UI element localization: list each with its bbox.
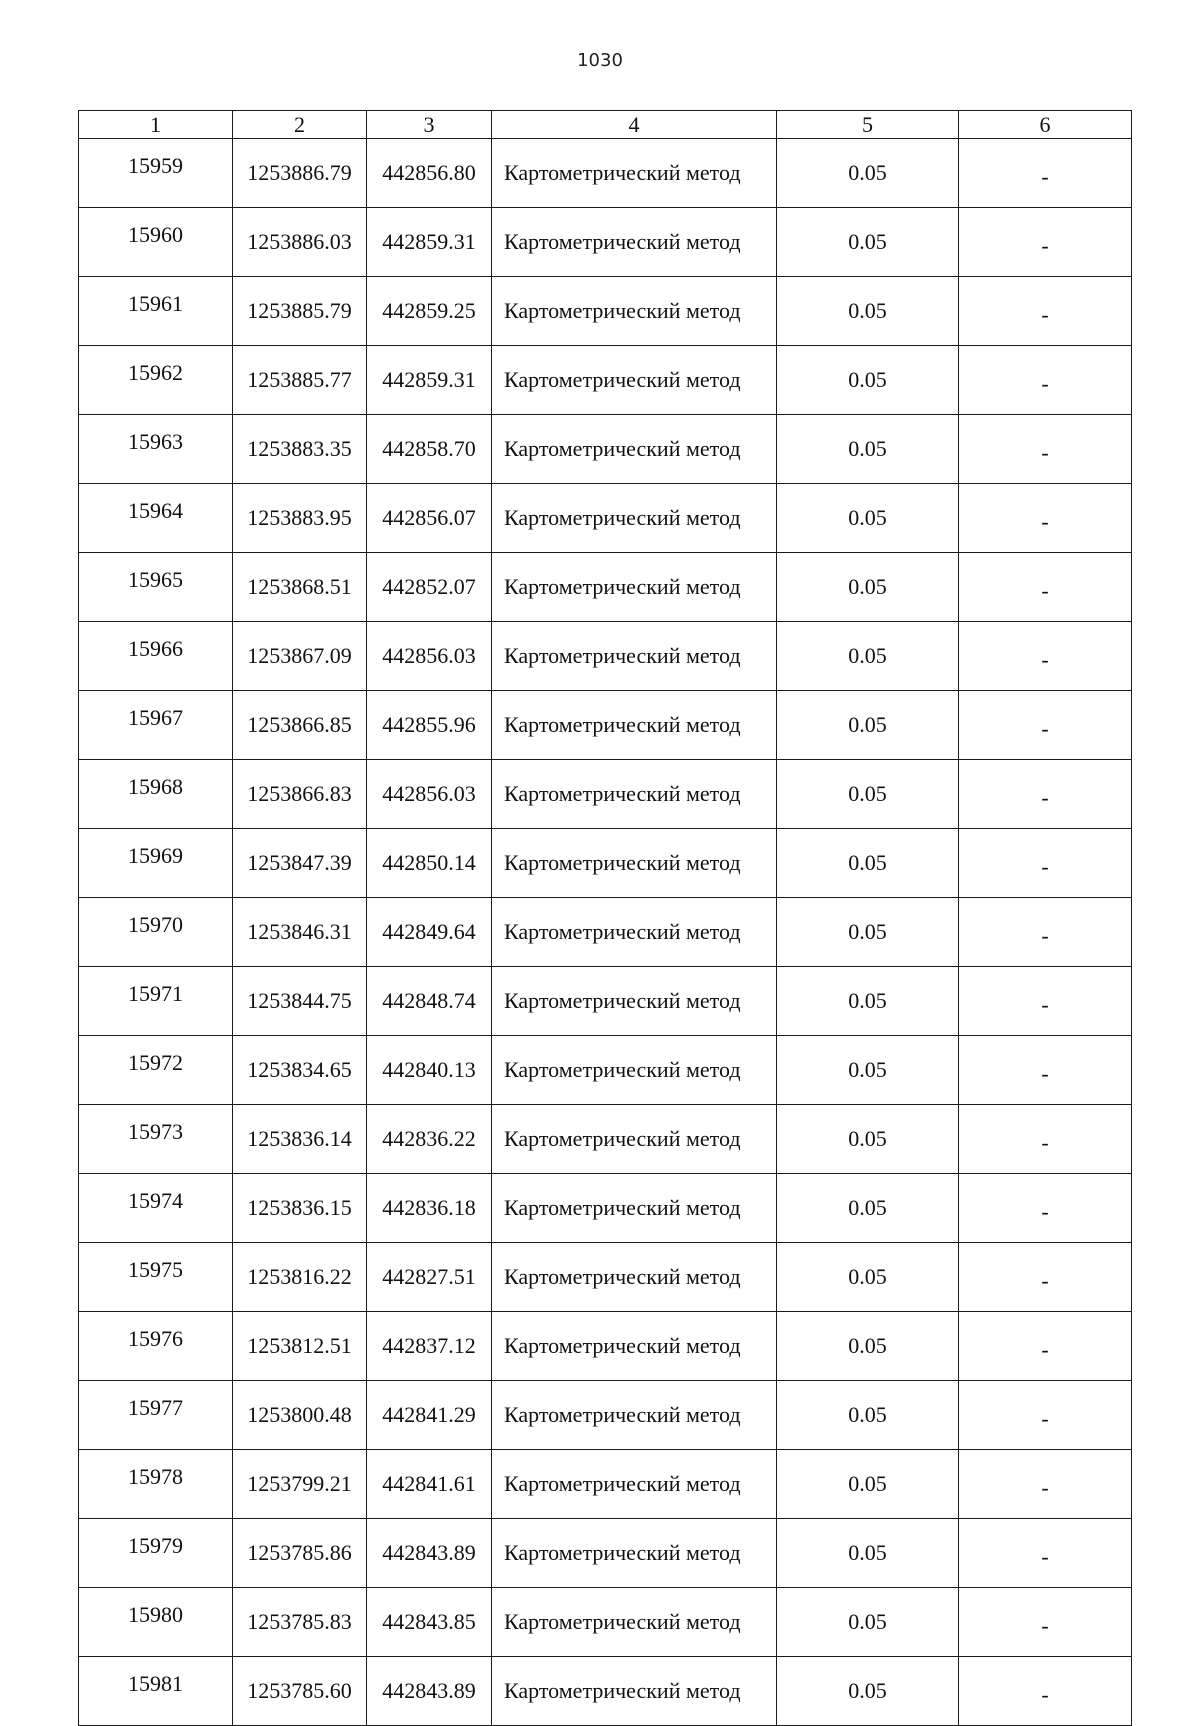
accuracy-cell: 0.05 <box>777 1105 959 1174</box>
header-col-1: 1 <box>79 111 233 139</box>
accuracy-cell: 0.05 <box>777 139 959 208</box>
table-row <box>79 484 1132 553</box>
method-cell: Картометрический метод <box>492 1036 777 1105</box>
method-cell: Картометрический метод <box>492 277 777 346</box>
accuracy-cell: 0.05 <box>777 622 959 691</box>
header-col-2: 2 <box>233 111 367 139</box>
point-number-cell: 15968 <box>79 760 233 829</box>
note-cell: - <box>959 760 1132 829</box>
point-number-cell: 15978 <box>79 1450 233 1519</box>
table-row <box>79 346 1132 415</box>
accuracy-cell: 0.05 <box>777 346 959 415</box>
accuracy-cell: 0.05 <box>777 691 959 760</box>
accuracy-cell: 0.05 <box>777 1243 959 1312</box>
y-coordinate-cell: 442827.51 <box>367 1243 492 1312</box>
y-coordinate-cell: 442859.25 <box>367 277 492 346</box>
table-row <box>79 1450 1132 1519</box>
note-cell: - <box>959 208 1132 277</box>
method-cell: Картометрический метод <box>492 967 777 1036</box>
method-cell: Картометрический метод <box>492 1588 777 1657</box>
x-coordinate-cell: 1253885.77 <box>233 346 367 415</box>
header-col-3: 3 <box>367 111 492 139</box>
method-cell: Картометрический метод <box>492 1105 777 1174</box>
note-cell: - <box>959 484 1132 553</box>
point-number-cell: 15960 <box>79 208 233 277</box>
note-cell: - <box>959 622 1132 691</box>
y-coordinate-cell: 442856.80 <box>367 139 492 208</box>
note-cell: - <box>959 1312 1132 1381</box>
y-coordinate-cell: 442852.07 <box>367 553 492 622</box>
note-cell: - <box>959 1657 1132 1726</box>
method-cell: Картометрический метод <box>492 1174 777 1243</box>
x-coordinate-cell: 1253866.85 <box>233 691 367 760</box>
accuracy-cell: 0.05 <box>777 967 959 1036</box>
point-number-cell: 15975 <box>79 1243 233 1312</box>
method-cell: Картометрический метод <box>492 760 777 829</box>
note-cell: - <box>959 1519 1132 1588</box>
table-row <box>79 139 1132 208</box>
y-coordinate-cell: 442836.18 <box>367 1174 492 1243</box>
y-coordinate-cell: 442836.22 <box>367 1105 492 1174</box>
point-number-cell: 15973 <box>79 1105 233 1174</box>
header-col-6: 6 <box>959 111 1132 139</box>
method-cell: Картометрический метод <box>492 1312 777 1381</box>
y-coordinate-cell: 442856.03 <box>367 622 492 691</box>
point-number-cell: 15963 <box>79 415 233 484</box>
note-cell: - <box>959 277 1132 346</box>
point-number-cell: 15974 <box>79 1174 233 1243</box>
y-coordinate-cell: 442848.74 <box>367 967 492 1036</box>
y-coordinate-cell: 442855.96 <box>367 691 492 760</box>
method-cell: Картометрический метод <box>492 1243 777 1312</box>
x-coordinate-cell: 1253836.15 <box>233 1174 367 1243</box>
x-coordinate-cell: 1253785.86 <box>233 1519 367 1588</box>
x-coordinate-cell: 1253799.21 <box>233 1450 367 1519</box>
y-coordinate-cell: 442849.64 <box>367 898 492 967</box>
y-coordinate-cell: 442841.61 <box>367 1450 492 1519</box>
y-coordinate-cell: 442856.03 <box>367 760 492 829</box>
note-cell: - <box>959 346 1132 415</box>
note-cell: - <box>959 1381 1132 1450</box>
note-cell: - <box>959 1174 1132 1243</box>
table-row <box>79 760 1132 829</box>
note-cell: - <box>959 1105 1132 1174</box>
y-coordinate-cell: 442850.14 <box>367 829 492 898</box>
x-coordinate-cell: 1253847.39 <box>233 829 367 898</box>
method-cell: Картометрический метод <box>492 208 777 277</box>
y-coordinate-cell: 442859.31 <box>367 346 492 415</box>
table-row <box>79 1174 1132 1243</box>
method-cell: Картометрический метод <box>492 1657 777 1726</box>
point-number-cell: 15979 <box>79 1519 233 1588</box>
table-row <box>79 1036 1132 1105</box>
x-coordinate-cell: 1253883.95 <box>233 484 367 553</box>
point-number-cell: 15981 <box>79 1657 233 1726</box>
y-coordinate-cell: 442859.31 <box>367 208 492 277</box>
accuracy-cell: 0.05 <box>777 277 959 346</box>
accuracy-cell: 0.05 <box>777 1381 959 1450</box>
y-coordinate-cell: 442856.07 <box>367 484 492 553</box>
header-row <box>79 111 1132 139</box>
x-coordinate-cell: 1253785.83 <box>233 1588 367 1657</box>
accuracy-cell: 0.05 <box>777 208 959 277</box>
note-cell: - <box>959 691 1132 760</box>
note-cell: - <box>959 1036 1132 1105</box>
point-number-cell: 15976 <box>79 1312 233 1381</box>
point-number-cell: 15980 <box>79 1588 233 1657</box>
point-number-cell: 15970 <box>79 898 233 967</box>
x-coordinate-cell: 1253866.83 <box>233 760 367 829</box>
table-row <box>79 415 1132 484</box>
method-cell: Картометрический метод <box>492 346 777 415</box>
accuracy-cell: 0.05 <box>777 829 959 898</box>
table-row <box>79 1312 1132 1381</box>
accuracy-cell: 0.05 <box>777 1450 959 1519</box>
table-row <box>79 967 1132 1036</box>
header-col-4: 4 <box>492 111 777 139</box>
table-row <box>79 691 1132 760</box>
point-number-cell: 15971 <box>79 967 233 1036</box>
table-row <box>79 1657 1132 1726</box>
table-row <box>79 1105 1132 1174</box>
accuracy-cell: 0.05 <box>777 1519 959 1588</box>
accuracy-cell: 0.05 <box>777 415 959 484</box>
accuracy-cell: 0.05 <box>777 1036 959 1105</box>
point-number-cell: 15969 <box>79 829 233 898</box>
x-coordinate-cell: 1253785.60 <box>233 1657 367 1726</box>
point-number-cell: 15965 <box>79 553 233 622</box>
header-col-5: 5 <box>777 111 959 139</box>
note-cell: - <box>959 898 1132 967</box>
accuracy-cell: 0.05 <box>777 1588 959 1657</box>
accuracy-cell: 0.05 <box>777 1174 959 1243</box>
method-cell: Картометрический метод <box>492 553 777 622</box>
x-coordinate-cell: 1253812.51 <box>233 1312 367 1381</box>
accuracy-cell: 0.05 <box>777 898 959 967</box>
y-coordinate-cell: 442843.85 <box>367 1588 492 1657</box>
table-row <box>79 1243 1132 1312</box>
method-cell: Картометрический метод <box>492 1519 777 1588</box>
x-coordinate-cell: 1253800.48 <box>233 1381 367 1450</box>
method-cell: Картометрический метод <box>492 691 777 760</box>
x-coordinate-cell: 1253846.31 <box>233 898 367 967</box>
x-coordinate-cell: 1253868.51 <box>233 553 367 622</box>
point-number-cell: 15959 <box>79 139 233 208</box>
x-coordinate-cell: 1253885.79 <box>233 277 367 346</box>
method-cell: Картометрический метод <box>492 622 777 691</box>
accuracy-cell: 0.05 <box>777 553 959 622</box>
y-coordinate-cell: 442837.12 <box>367 1312 492 1381</box>
x-coordinate-cell: 1253834.65 <box>233 1036 367 1105</box>
point-number-cell: 15962 <box>79 346 233 415</box>
table-row <box>79 1381 1132 1450</box>
table-row <box>79 208 1132 277</box>
x-coordinate-cell: 1253816.22 <box>233 1243 367 1312</box>
table-row <box>79 277 1132 346</box>
x-coordinate-cell: 1253836.14 <box>233 1105 367 1174</box>
method-cell: Картометрический метод <box>492 898 777 967</box>
note-cell: - <box>959 1243 1132 1312</box>
x-coordinate-cell: 1253883.35 <box>233 415 367 484</box>
accuracy-cell: 0.05 <box>777 1657 959 1726</box>
x-coordinate-cell: 1253867.09 <box>233 622 367 691</box>
x-coordinate-cell: 1253844.75 <box>233 967 367 1036</box>
table-row <box>79 622 1132 691</box>
y-coordinate-cell: 442840.13 <box>367 1036 492 1105</box>
accuracy-cell: 0.05 <box>777 760 959 829</box>
page-number: 1030 <box>577 50 623 71</box>
note-cell: - <box>959 1450 1132 1519</box>
point-number-cell: 15967 <box>79 691 233 760</box>
method-cell: Картометрический метод <box>492 1450 777 1519</box>
note-cell: - <box>959 553 1132 622</box>
method-cell: Картометрический метод <box>492 829 777 898</box>
note-cell: - <box>959 1588 1132 1657</box>
table-row <box>79 1588 1132 1657</box>
note-cell: - <box>959 139 1132 208</box>
y-coordinate-cell: 442858.70 <box>367 415 492 484</box>
method-cell: Картометрический метод <box>492 484 777 553</box>
point-number-cell: 15977 <box>79 1381 233 1450</box>
table-body <box>79 139 1132 1726</box>
coordinates-table <box>78 110 1132 1726</box>
accuracy-cell: 0.05 <box>777 1312 959 1381</box>
x-coordinate-cell: 1253886.79 <box>233 139 367 208</box>
note-cell: - <box>959 829 1132 898</box>
y-coordinate-cell: 442841.29 <box>367 1381 492 1450</box>
y-coordinate-cell: 442843.89 <box>367 1657 492 1726</box>
note-cell: - <box>959 415 1132 484</box>
point-number-cell: 15961 <box>79 277 233 346</box>
method-cell: Картометрический метод <box>492 415 777 484</box>
table-row <box>79 898 1132 967</box>
table-row <box>79 1519 1132 1588</box>
point-number-cell: 15966 <box>79 622 233 691</box>
table-row <box>79 829 1132 898</box>
point-number-cell: 15972 <box>79 1036 233 1105</box>
x-coordinate-cell: 1253886.03 <box>233 208 367 277</box>
method-cell: Картометрический метод <box>492 1381 777 1450</box>
method-cell: Картометрический метод <box>492 139 777 208</box>
table-header <box>79 111 1132 139</box>
accuracy-cell: 0.05 <box>777 484 959 553</box>
table-row <box>79 553 1132 622</box>
note-cell: - <box>959 967 1132 1036</box>
y-coordinate-cell: 442843.89 <box>367 1519 492 1588</box>
point-number-cell: 15964 <box>79 484 233 553</box>
